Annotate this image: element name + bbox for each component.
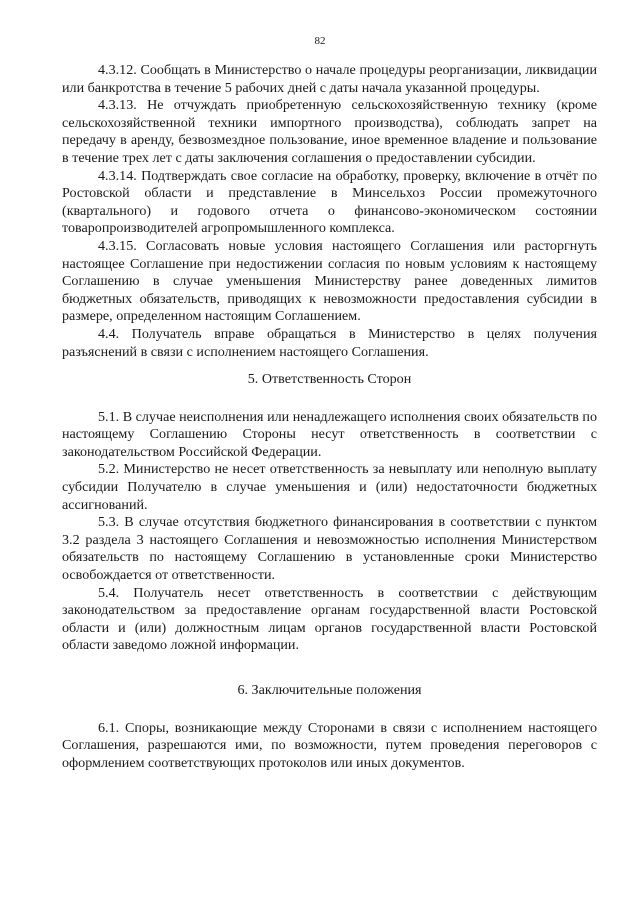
paragraph-5-4: 5.4. Получатель несет ответственность в соответствии с действующим законодательством за предоставление органам государственной власти Ростовской области и (или) должностным лицам органов государственной власти Ростовской области заведомо ложной информации. (62, 584, 597, 654)
paragraph-4-3-12: 4.3.12. Сообщать в Министерство о начале процедуры реорганизации, ликвидации или банкротства в течение 5 рабочих дней с даты начала указанной процедуры. (62, 62, 597, 96)
paragraph-5-2: 5.2. Министерство не несет ответственность за невыплату или неполную выплату субсидии Получателю в случае уменьшения и (или) недостаточности бюджетных ассигнований. (62, 461, 597, 513)
document-body (62, 62, 597, 772)
paragraph-4-4: 4.4. Получатель вправе обращаться в Министерство в целях получения разъяснений в связи с исполнением настоящего Соглашения. (62, 325, 597, 360)
paragraph-4-3-15: 4.3.15. Согласовать новые условия настоящего Соглашения или расторгнуть настоящее Соглашение при недостижении согласия по новым условиям к настоящему Соглашению в случае уменьшения Министерству ранее доведенных лимитов бюджетных обязательств, приводящих к невозможности предоставления субсидии в размере, определенном настоящим Соглашением. (62, 237, 597, 325)
page-number: 82 (314, 35, 326, 47)
section-5-heading: 5. Ответственность Сторон (247, 371, 412, 388)
paragraph-5-1: 5.1. В случае неисполнения или ненадлежащего исполнения своих обязательств по настоящему Соглашению Стороны несут ответственность в соответствии с законодательством Российской Федерации. (62, 408, 597, 460)
section-6-heading: 6. Заключительные положения (237, 682, 422, 698)
paragraph-5-3: 5.3. В случае отсутствия бюджетного финансирования в соответствии с пунктом 3.2 раздела 3 настоящего Соглашения и невозможностью исполнения Министерством обязательств по настоящему Соглашению в установленные сроки Министерство освобождается от ответственности. (62, 514, 597, 584)
paragraph-6-1: 6.1. Споры, возникающие между Сторонами в связи с исполнением настоящего Соглашения, разрешаются ими, по возможности, путем проведения переговоров с оформлением соответствующих протоколов или иных документов. (62, 719, 597, 771)
paragraph-4-3-13: 4.3.13. Не отчуждать приобретенную сельскохозяйственную технику (кроме сельскохозяйственной техники импортного производства), соблюдать запрет на передачу в аренду, безвозмездное пользование, иное временное владение и пользование в течение трех лет с даты заключения соглашения о предоставлении субсидии. (62, 97, 597, 166)
paragraph-4-3-14: 4.3.14. Подтверждать свое согласие на обработку, проверку, включение в отчёт по Ростовской области и представление в Минсельхоз России промежуточного (квартального) и годового отчета о финансово-экономическом состоянии товаропроизводителей агропромышленного комплекса. (62, 167, 597, 237)
